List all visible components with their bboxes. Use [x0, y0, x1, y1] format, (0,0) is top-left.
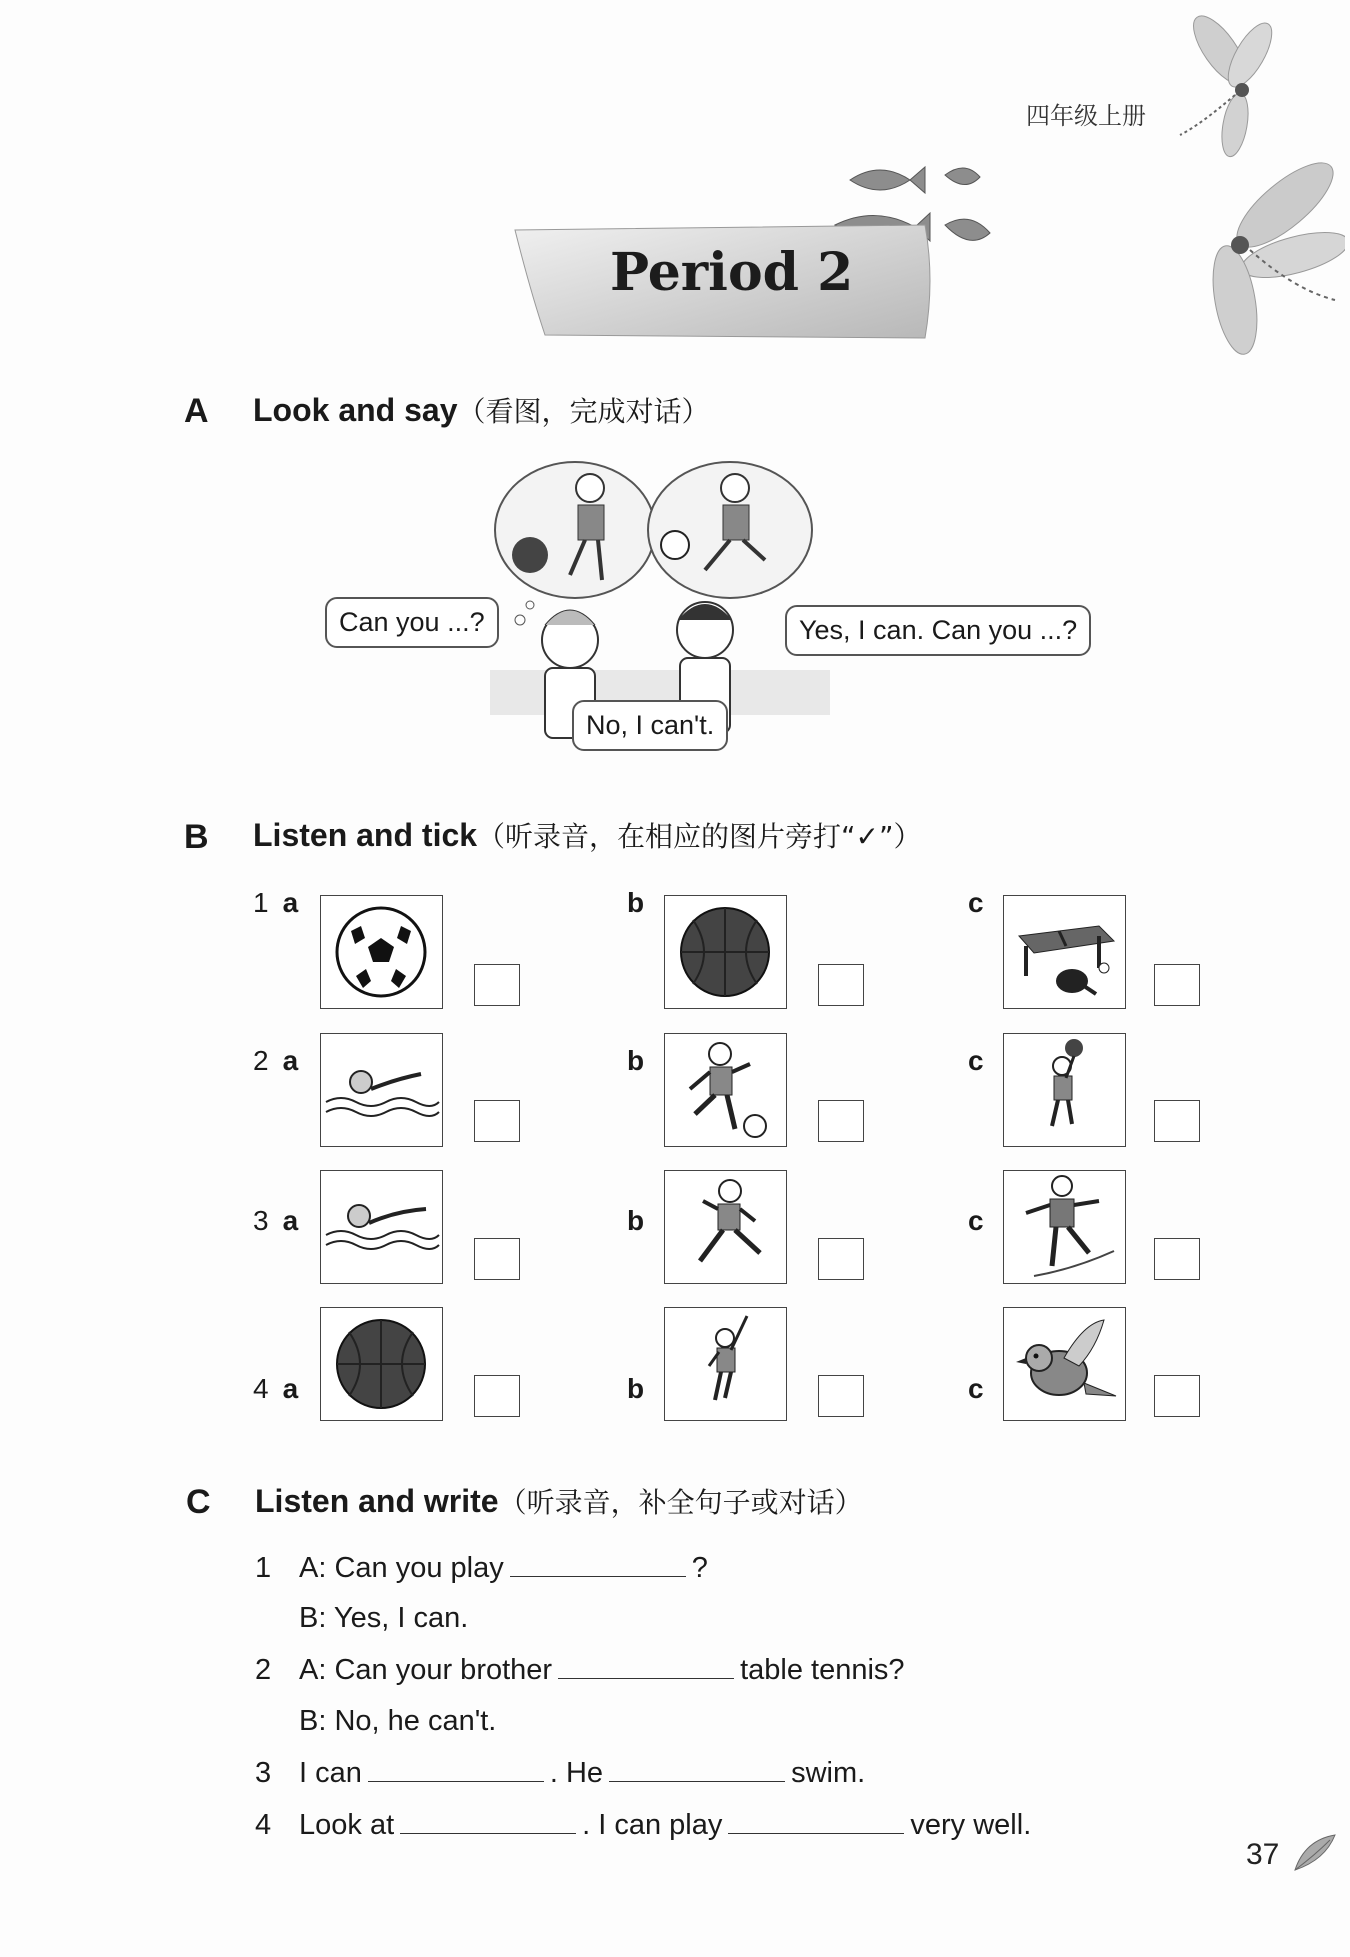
basketball-icon [512, 537, 548, 573]
section-b-title: Listen and tick [253, 817, 478, 853]
blank-4-1[interactable] [400, 1807, 576, 1834]
row-2-label: 2 a [253, 1045, 299, 1076]
tick-box-3b[interactable] [818, 1238, 864, 1280]
tick-box-1c[interactable] [1154, 964, 1200, 1006]
option-2b-picture [664, 1033, 787, 1147]
grade-label: 四年级上册 [1026, 102, 1146, 130]
section-b-letter: B [184, 818, 209, 856]
tick-box-4a[interactable] [474, 1375, 520, 1417]
blank-4-2[interactable] [728, 1807, 904, 1834]
c-line-2: 2 A: Can your brother table tennis? [255, 1654, 905, 1686]
blank-2-1[interactable] [558, 1652, 734, 1679]
row-1-label: 1 a [253, 887, 299, 918]
row-3-c-label: c [968, 1205, 984, 1236]
row-3-b-label: b [627, 1205, 645, 1236]
tick-box-3c[interactable] [1154, 1238, 1200, 1280]
c-line-4: 4 Look at . I can play very well. [255, 1809, 1032, 1841]
skating-boy-icon [1004, 1171, 1125, 1283]
tick-box-1b[interactable] [818, 964, 864, 1006]
option-2c-picture [1003, 1033, 1126, 1147]
tick-box-4b[interactable] [818, 1375, 864, 1417]
option-2a-picture [320, 1033, 443, 1147]
jumping-boy-icon [665, 1308, 786, 1420]
basketball-icon [321, 1308, 442, 1420]
football-icon [321, 896, 442, 1008]
section-b-subtitle: （听录音，在相应的图片旁打“✓”） [477, 820, 922, 853]
option-1c-picture [1003, 895, 1126, 1009]
table-tennis-icon [1004, 896, 1125, 1008]
running-boy-icon [665, 1171, 786, 1283]
section-a-letter: A [184, 392, 209, 430]
blank-3-2[interactable] [609, 1755, 785, 1782]
dragonfly-right-icon [1165, 150, 1345, 360]
section-c-title: Listen and write [255, 1483, 499, 1519]
speech-bubble-bottom: No, I can't. [572, 700, 728, 751]
option-3c-picture [1003, 1170, 1126, 1284]
row-1-b-label: b [627, 887, 645, 918]
blank-1-1[interactable] [510, 1550, 686, 1577]
option-3a-picture [320, 1170, 443, 1284]
football-icon [661, 531, 689, 559]
c-line-2b: B: No, he can't. [299, 1705, 497, 1737]
c-line-1b: B: Yes, I can. [299, 1602, 469, 1634]
section-b-heading [253, 815, 922, 855]
bird-icon [1004, 1308, 1125, 1420]
row-1-c-label: c [968, 887, 984, 918]
tick-box-4c[interactable] [1154, 1375, 1200, 1417]
option-4c-picture [1003, 1307, 1126, 1421]
section-c-subtitle: （听录音，补全句子或对话） [498, 1486, 863, 1519]
dragonfly-top-icon [1160, 15, 1280, 165]
row-3-label: 3 a [253, 1205, 299, 1236]
tick-box-2b[interactable] [818, 1100, 864, 1142]
leaf-icon [1290, 1830, 1340, 1875]
tick-box-1a[interactable] [474, 964, 520, 1006]
option-1a-picture [320, 895, 443, 1009]
option-4b-picture [664, 1307, 787, 1421]
speech-bubble-right: Yes, I can. Can you ...? [785, 605, 1091, 656]
row-2-b-label: b [627, 1045, 645, 1076]
speech-bubble-left: Can you ...? [325, 597, 499, 648]
option-1b-picture [664, 895, 787, 1009]
section-a-subtitle: （看图，完成对话） [457, 395, 710, 428]
boy-playing-basketball-icon [1004, 1034, 1125, 1146]
section-a-heading [253, 390, 710, 430]
section-c-heading [255, 1481, 863, 1521]
period-title: Period 2 [610, 242, 854, 303]
row-2-c-label: c [968, 1045, 984, 1076]
boy-playing-football-icon [665, 1034, 786, 1146]
swimming-boy-icon [321, 1034, 442, 1146]
blank-3-1[interactable] [368, 1755, 544, 1782]
tick-box-3a[interactable] [474, 1238, 520, 1280]
row-4-label: 4 a [253, 1373, 299, 1404]
c-line-1: 1 A: Can you play ? [255, 1552, 708, 1584]
c-line-3: 3 I can . He swim. [255, 1757, 866, 1789]
section-c-letter: C [186, 1483, 211, 1521]
row-4-c-label: c [968, 1373, 984, 1404]
row-4-b-label: b [627, 1373, 645, 1404]
option-4a-picture [320, 1307, 443, 1421]
tick-box-2a[interactable] [474, 1100, 520, 1142]
basketball-icon [665, 896, 786, 1008]
section-a-title: Look and say [253, 392, 458, 428]
page-number: 37 [1246, 1838, 1280, 1871]
tick-box-2c[interactable] [1154, 1100, 1200, 1142]
swimming-boy-icon [321, 1171, 442, 1283]
option-3b-picture [664, 1170, 787, 1284]
